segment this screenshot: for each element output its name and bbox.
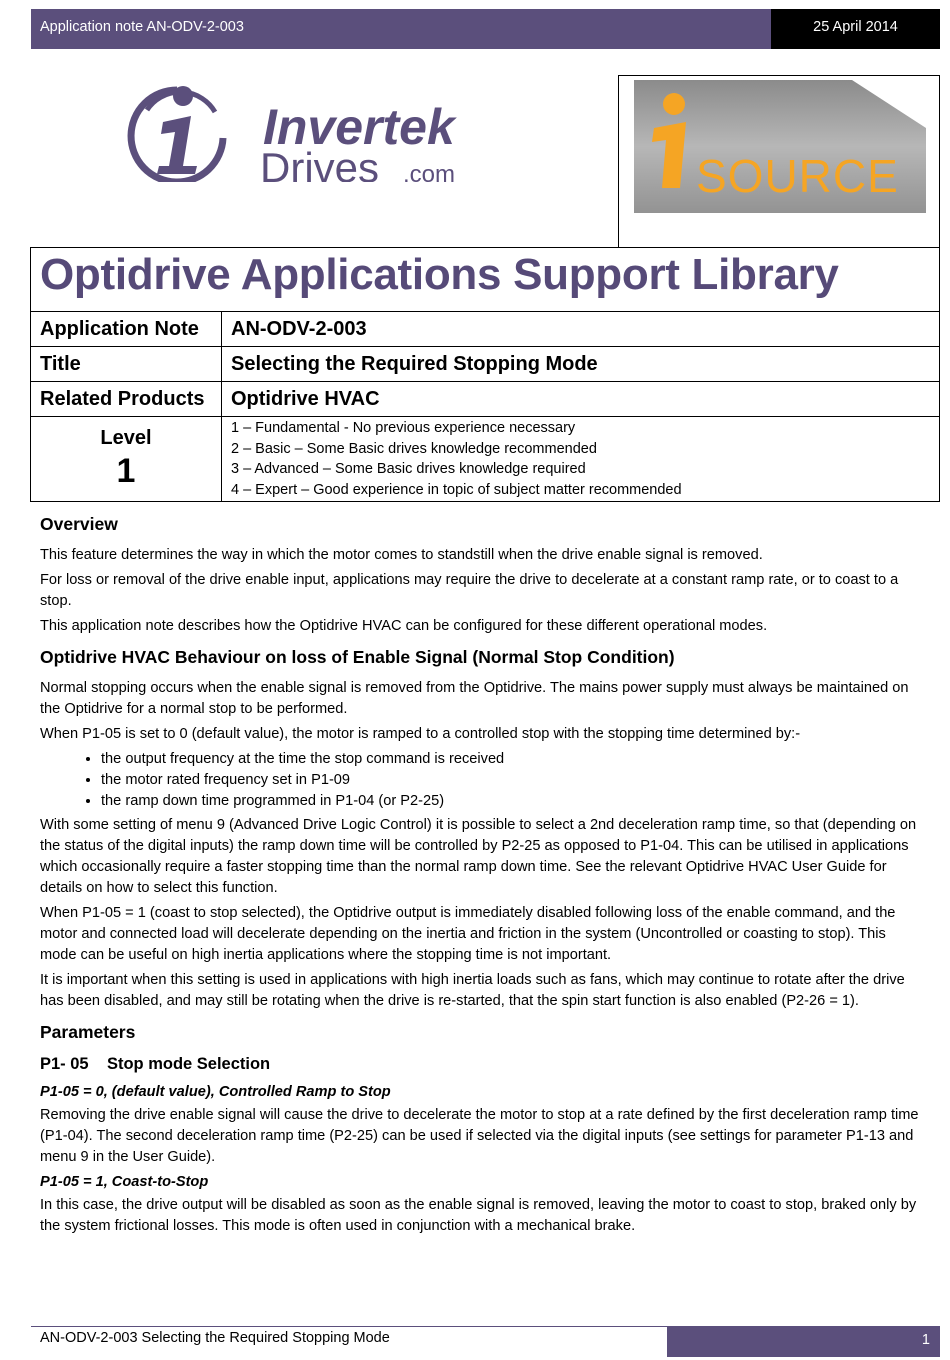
level-description: 1 – Fundamental - No previous experience necessary — [231, 420, 576, 436]
parameters-heading: Parameters — [40, 1022, 136, 1042]
level-description: 4 – Expert – Good experience in topic of subject matter recommended — [231, 481, 682, 498]
parameter-heading: P1- 05 Stop mode Selection — [40, 1055, 271, 1073]
info-table — [30, 311, 940, 502]
isource-wordmark: SOURCE — [696, 150, 899, 202]
title-label: Title — [31, 347, 222, 382]
overview-paragraph: For loss or removal of the drive enable input, applications may require the drive to decelerate at a constant ramp rate, or to coast to a stop. — [40, 572, 899, 609]
dotcom-wordmark: .com — [403, 161, 456, 182]
option-0-heading: P1-05 = 0, (default value), Controlled Ramp to Stop — [40, 1084, 391, 1100]
list-item: • the output frequency at the time the stop command is received — [101, 749, 925, 770]
behaviour-paragraph: When P1-05 is set to 0 (default value), the motor is ramped to a controlled stop with the stopping time determined by:- — [40, 726, 801, 742]
option-1-heading: P1-05 = 1, Coast-to-Stop — [40, 1174, 209, 1190]
behaviour-paragraph: It is important when this setting is used in applications with high inertia loads such as fans, which may continue to rotate after the drive has been disabled, and may still be rotating when the drive is re-started, that the spin start function is also enabled (P2-26 = 1). — [40, 972, 905, 1009]
overview-paragraph: This feature determines the way in which the motor comes to standstill when the drive enable signal is removed. — [40, 547, 763, 563]
invertek-wordmark: Invertek — [263, 99, 455, 155]
behaviour-heading: Optidrive HVAC Behaviour on loss of Enable Signal (Normal Stop Condition) — [40, 647, 675, 667]
library-title: Optidrive Applications Support Library — [40, 250, 839, 299]
invertek-drives-logo — [125, 82, 515, 182]
overview-paragraph: This application note describes how the Optidrive HVAC can be configured for these different operational modes. — [40, 618, 768, 634]
page-number: 1 — [921, 1332, 930, 1348]
footer-text: AN-ODV-2-003 Selecting the Required Stopping Mode — [40, 1330, 390, 1346]
table-row — [31, 382, 940, 417]
list-item: • the ramp down time programmed in P1-04 (or P2-25) — [101, 791, 925, 812]
overview-heading: Overview — [40, 514, 118, 534]
isource-logo — [634, 80, 926, 213]
behaviour-paragraph: When P1-05 = 1 (coast to stop selected), the Optidrive output is immediately disabled following loss of the enable command, and the motor and connected load will decelerate depending on the inertia and friction in the system (Uncontrolled or coasting to stop). This mode can be useful on high inertia applications where the stopping time is not important. — [40, 905, 896, 963]
header-doc-label: Application note AN-ODV-2-003 — [40, 19, 244, 35]
app-note-label: Application Note — [31, 312, 222, 347]
footer-line — [31, 1326, 667, 1327]
title-value: Selecting the Required Stopping Mode — [222, 347, 940, 382]
behaviour-bullet-list — [40, 749, 925, 812]
products-label: Related Products — [31, 382, 222, 417]
option-1-text: In this case, the drive output will be disabled as soon as the enable signal is removed, leaving the motor to coast to stop, braked only by the system frictional losses. This mode is often used in conjunction with a mechanical brake. — [40, 1197, 917, 1234]
app-note-value: AN-ODV-2-003 — [222, 312, 940, 347]
document-body — [40, 512, 925, 1241]
level-cell — [31, 417, 222, 502]
products-value: Optidrive HVAC — [222, 382, 940, 417]
list-item: • the motor rated frequency set in P1-09 — [101, 770, 925, 791]
drives-wordmark: Drives — [260, 144, 380, 182]
header-date: 25 April 2014 — [813, 19, 898, 35]
behaviour-paragraph: With some setting of menu 9 (Advanced Drive Logic Control) it is possible to select a 2nd deceleration ramp time, so that (depending on the status of the digital inputs) the ramp down time will be controlled by P2-25 as opposed to P1-04. This can be utilised in applications which occasionally require a faster stopping time than the normal ramp down time. See the relevant Optidrive HVAC User Guide for details on how to select this function. — [40, 817, 917, 896]
level-description: 2 – Basic – Some Basic drives knowledge recommended — [231, 440, 597, 457]
level-value: 1 — [116, 452, 136, 490]
table-row — [31, 312, 940, 347]
level-descriptions — [222, 417, 940, 502]
behaviour-paragraph: Normal stopping occurs when the enable signal is removed from the Optidrive. The mains power supply must always be maintained on the Optidrive for a normal stop to be performed. — [40, 680, 909, 717]
table-row — [31, 417, 940, 502]
level-description: 3 – Advanced – Some Basic drives knowledge required — [231, 461, 586, 477]
level-label: Level — [100, 427, 152, 449]
option-0-text: Removing the drive enable signal will cause the drive to decelerate the motor to stop at a rate defined by the first deceleration ramp time (P1-04). The second deceleration ramp time (P2-25) can be used if selected via the digital inputs (see settings for parameter P1-13 and menu 9 in the User Guide). — [40, 1107, 919, 1165]
table-row — [31, 347, 940, 382]
